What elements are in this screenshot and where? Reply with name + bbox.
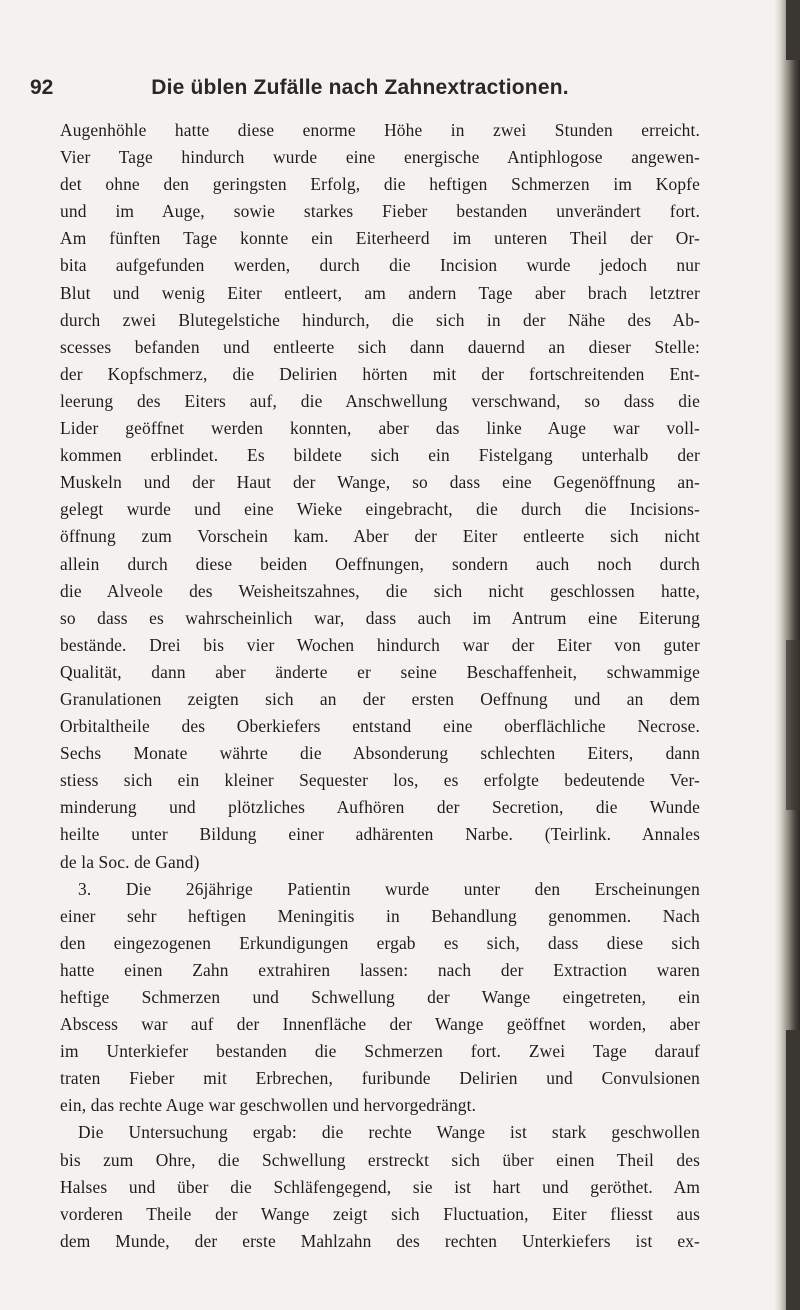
text-line: Abscess war auf der Innenfläche der Wange geöffnet worden, aber	[60, 1014, 700, 1035]
page-number: 92	[30, 76, 54, 99]
text-line: ein, das rechte Auge war geschwollen und hervorgedrängt.	[60, 1095, 477, 1116]
text-line: Halses und über die Schläfengegend, sie ist hart und geröthet. Am	[60, 1176, 700, 1197]
text-line: Blut und wenig Eiter entleert, am andern Tage aber brach letztrer	[60, 282, 700, 303]
text-line: bis zum Ohre, die Schwellung erstreckt sich über einen Theil des	[60, 1149, 700, 1170]
text-line: bita aufgefunden werden, durch die Incision wurde jedoch nur	[60, 255, 700, 276]
text-line: im Unterkiefer bestanden die Schmerzen fort. Zwei Tage darauf	[60, 1041, 700, 1062]
text-line: den eingezogenen Erkundigungen ergab es sich, dass diese sich	[60, 932, 700, 953]
text-line: kommen erblindet. Es bildete sich ein Fistelgang unterhalb der	[60, 445, 700, 466]
body-text	[60, 117, 700, 1255]
page-header	[30, 76, 690, 110]
text-line: gelegt wurde und eine Wieke eingebracht, die durch die Incisions-	[60, 499, 700, 520]
text-line: so dass es wahrscheinlich war, dass auch im Antrum eine Eiterung	[60, 607, 700, 628]
text-line: bestände. Drei bis vier Wochen hindurch war der Eiter von guter	[60, 634, 700, 655]
text-line: Sechs Monate währte die Absonderung schlechten Eiters, dann	[60, 743, 700, 764]
page-edge-shadow	[786, 1030, 800, 1310]
text-line: Augenhöhle hatte diese enorme Höhe in zwei Stunden erreicht.	[60, 120, 700, 140]
text-line: minderung und plötzliches Aufhören der Secretion, die Wunde	[60, 797, 700, 818]
text-line: det ohne den geringsten Erfolg, die heftigen Schmerzen im Kopfe	[60, 174, 700, 195]
text-line: Orbitaltheile des Oberkiefers entstand eine oberflächliche Necrose.	[60, 716, 700, 737]
text-line: Vier Tage hindurch wurde eine energische Antiphlogose angewen-	[60, 147, 700, 168]
text-line: Muskeln und der Haut der Wange, so dass eine Gegenöffnung an-	[60, 472, 700, 493]
text-line: Am fünften Tage konnte ein Eiterheerd im unteren Theil der Or-	[60, 228, 700, 249]
text-line: hatte einen Zahn extrahiren lassen: nach der Extraction waren	[60, 959, 700, 980]
text-line: heftige Schmerzen und Schwellung der Wange eingetreten, ein	[60, 987, 700, 1007]
text-line: 3. Die 26jährige Patientin wurde unter den Erscheinungen	[78, 878, 700, 899]
text-line: traten Fieber mit Erbrechen, furibunde Delirien und Convulsionen	[60, 1068, 700, 1089]
text-line: allein durch diese beiden Oeffnungen, sondern auch noch durch	[60, 553, 700, 574]
text-line: und im Auge, sowie starkes Fieber bestanden unverändert fort.	[60, 201, 700, 222]
text-line: scesses befanden und entleerte sich dann dauernd an dieser Stelle:	[60, 336, 700, 357]
text-line: dem Munde, der erste Mahlzahn des rechten Unterkiefers ist ex-	[60, 1230, 700, 1251]
text-line: stiess sich ein kleiner Sequester los, es erfolgte bedeutende Ver-	[60, 770, 700, 791]
text-line: Granulationen zeigten sich an der ersten Oeffnung und an dem	[60, 688, 700, 709]
text-line: heilte unter Bildung einer adhärenten Narbe. (Teirlink. Annales	[60, 824, 700, 845]
text-line: de la Soc. de Gand)	[60, 851, 200, 872]
text-line: einer sehr heftigen Meningitis in Behandlung genommen. Nach	[60, 905, 700, 926]
text-line: öffnung zum Vorschein kam. Aber der Eiter entleerte sich nicht	[60, 526, 700, 547]
text-line: vorderen Theile der Wange zeigt sich Fluctuation, Eiter fliesst aus	[60, 1203, 700, 1224]
page-edge-shadow	[786, 640, 800, 810]
running-head: Die üblen Zufälle nach Zahnextractionen.	[151, 76, 569, 99]
text-line: Die Untersuchung ergab: die rechte Wange ist stark geschwollen	[78, 1122, 700, 1143]
page-edge-shadow	[786, 0, 800, 60]
text-line: leerung des Eiters auf, die Anschwellung verschwand, so dass die	[60, 390, 700, 411]
text-line: Qualität, dann aber änderte er seine Beschaffenheit, schwammige	[60, 661, 700, 682]
text-line: der Kopfschmerz, die Delirien hörten mit der fortschreitenden Ent-	[60, 363, 700, 384]
text-line: durch zwei Blutegelstiche hindurch, die sich in der Nähe des Ab-	[60, 309, 700, 330]
text-line: die Alveole des Weisheitszahnes, die sich nicht geschlossen hatte,	[60, 580, 700, 601]
text-line: Lider geöffnet werden konnten, aber das linke Auge war voll-	[60, 418, 700, 439]
page-edge	[774, 0, 800, 1310]
